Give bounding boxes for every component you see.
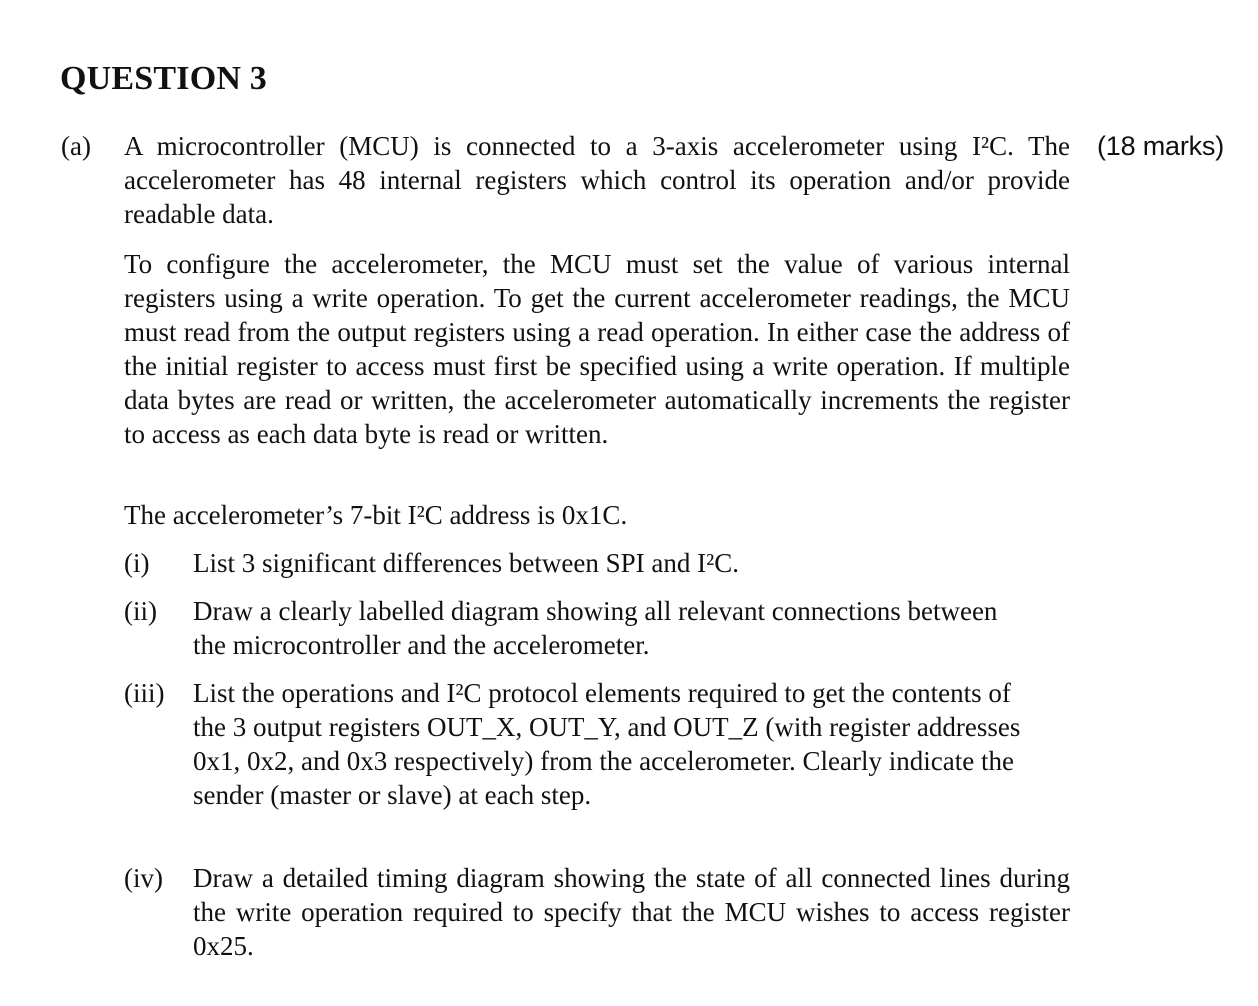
subpart-label-iii: (iii) [124, 678, 165, 708]
subpart-label-iv: (iv) [124, 863, 163, 893]
address-paragraph: The accelerometer’s 7-bit I²C address is 0x1C. [124, 500, 628, 530]
subpart-text-iii: List the operations and I²C protocol elements required to get the contents of the 3 output registers OUT_X, OUT_Y, and OUT_Z (with register addresses 0x1, 0x2, and 0x3 respectively) from the accelerometer. Clearly indicate the sender (master or slave) at each step. [193, 678, 1021, 810]
question-title: QUESTION 3 [60, 60, 267, 97]
part-label: (a) [61, 131, 91, 161]
subpart-text-ii: Draw a clearly labelled diagram showing all relevant connections between the microcontroller and the accelerometer. [193, 596, 998, 660]
subpart-label-ii: (ii) [124, 596, 157, 626]
intro-paragraph: A microcontroller (MCU) is connected to a 3-axis accelerometer using I²C. The accelerometer has 48 internal registers which control its operation and/or provide readable data. [124, 131, 1070, 229]
configuration-paragraph: To configure the accelerometer, the MCU must set the value of various internal registers using a write operation. To get the current accelerometer readings, the MCU must read from the output registers using a read operation. In either case the address of the initial register to access must first be specified using a write operation. If multiple data bytes are read or written, the accelerometer automatically increments the register to access as each data byte is read or written. [124, 249, 1070, 449]
subpart-text-i: List 3 significant differences between SPI and I²C. [193, 548, 739, 578]
subpart-text-iv: Draw a detailed timing diagram showing the state of all connected lines during the write operation required to specify that the MCU wishes to access register 0x25. [193, 863, 1070, 961]
subpart-label-i: (i) [124, 548, 150, 578]
marks-label: (18 marks) [1096, 131, 1224, 161]
